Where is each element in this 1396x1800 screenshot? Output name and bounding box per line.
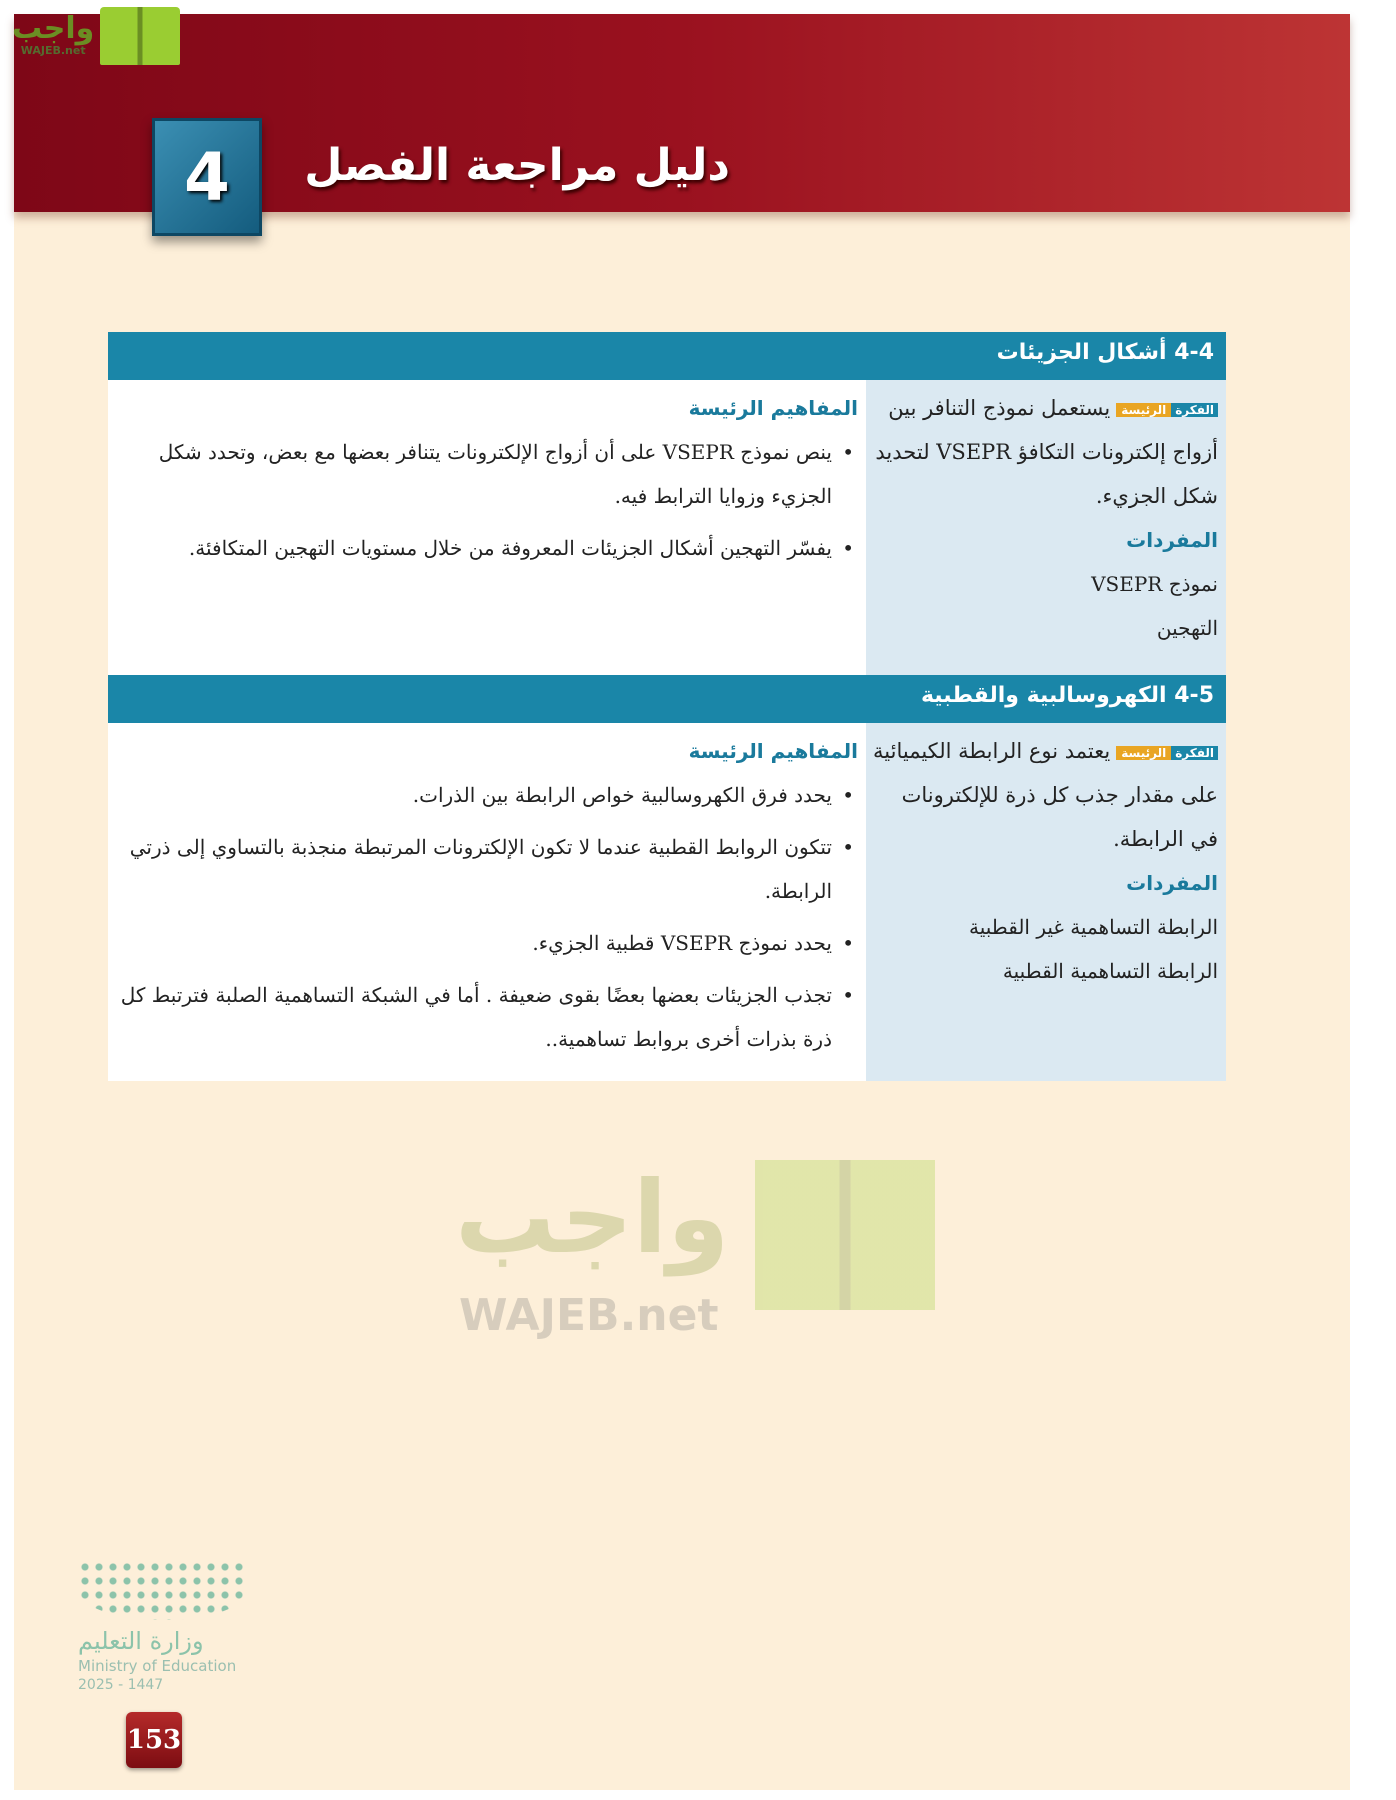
chapter-number: 4 xyxy=(152,118,262,236)
year: 2025 - 1447 xyxy=(78,1677,164,1693)
section-body xyxy=(108,723,1226,1081)
ministry-dots-icon xyxy=(78,1560,248,1620)
key-concepts xyxy=(108,723,866,1069)
concepts-heading: المفاهيم الرئيسة xyxy=(688,396,858,420)
vocab-item: الرابطة التساهمية غير القطبية xyxy=(969,915,1218,939)
book-icon xyxy=(100,7,180,65)
vocab-item: التهجين xyxy=(1156,616,1218,640)
page-number: 153 xyxy=(126,1712,182,1768)
concept-item: • يحدد نموذج VSEPR قطبية الجزيء. xyxy=(116,921,858,965)
sidebar xyxy=(866,723,1226,1081)
vocab-heading: المفردات xyxy=(1126,871,1218,895)
vocab-item: نموذج VSEPR xyxy=(1091,572,1218,596)
concepts-heading: المفاهيم الرئيسة xyxy=(688,739,858,763)
vocab-heading: المفردات xyxy=(1126,528,1218,552)
watermark-ar: واجب xyxy=(455,1159,730,1276)
concept-item: • يحدد فرق الكهروسالبية خواص الرابطة بين الذرات. xyxy=(116,773,858,817)
key-concepts xyxy=(108,380,866,578)
concept-item: • تتكون الروابط القطبية عندما لا تكون الإلكترونات المرتبطة منجذبة بالتساوي إلى ذرتي الرابطة. xyxy=(116,825,858,913)
main-idea: يعتمد نوع الرابطة الكيميائية على مقدار جذب كل ذرة للإلكترونات في الرابطة. xyxy=(873,739,1218,851)
section-header: 4-4 أشكال الجزيئات xyxy=(108,332,1226,380)
ministry-ar: وزارة التعليم xyxy=(78,1627,204,1655)
ministry-en: Ministry of Education xyxy=(78,1657,237,1675)
page-title: دليل مراجعة الفصل xyxy=(304,140,730,191)
logo-en: WAJEB.net xyxy=(20,44,86,57)
main-idea-badge: الفكرةالرئيسة xyxy=(1116,400,1218,420)
concept-item: • يفسّر التهجين أشكال الجزيئات المعروفة من خلال مستويات التهجين المتكافئة. xyxy=(116,526,858,570)
main-idea-badge: الفكرةالرئيسة xyxy=(1116,743,1218,763)
vocab-item: الرابطة التساهمية القطبية xyxy=(1002,959,1218,983)
watermark-en: WAJEB.net xyxy=(459,1290,719,1341)
logo-ar: واجب xyxy=(12,11,95,46)
concept-item: • تجذب الجزيئات بعضها بعضًا بقوى ضعيفة . أما في الشبكة التساهمية الصلبة فترتبط كل ذرة بذرات أخرى بروابط تساهمية.. xyxy=(116,973,858,1061)
main-idea: يستعمل نموذج التنافر بين أزواج إلكترونات التكافؤ VSEPR لتحديد شكل الجزيء. xyxy=(875,396,1218,508)
concept-item: • ينص نموذج VSEPR على أن أزواج الإلكترونات يتنافر بعضها مع بعض، وتحدد شكل الجزيء وزوايا الترابط فيه. xyxy=(116,430,858,518)
section-body xyxy=(108,380,1226,675)
section-header: 4-5 الكهروسالبية والقطبية xyxy=(108,675,1226,723)
wajeb-logo xyxy=(12,4,192,68)
sidebar xyxy=(866,380,1226,675)
ministry-logo xyxy=(78,1560,258,1694)
